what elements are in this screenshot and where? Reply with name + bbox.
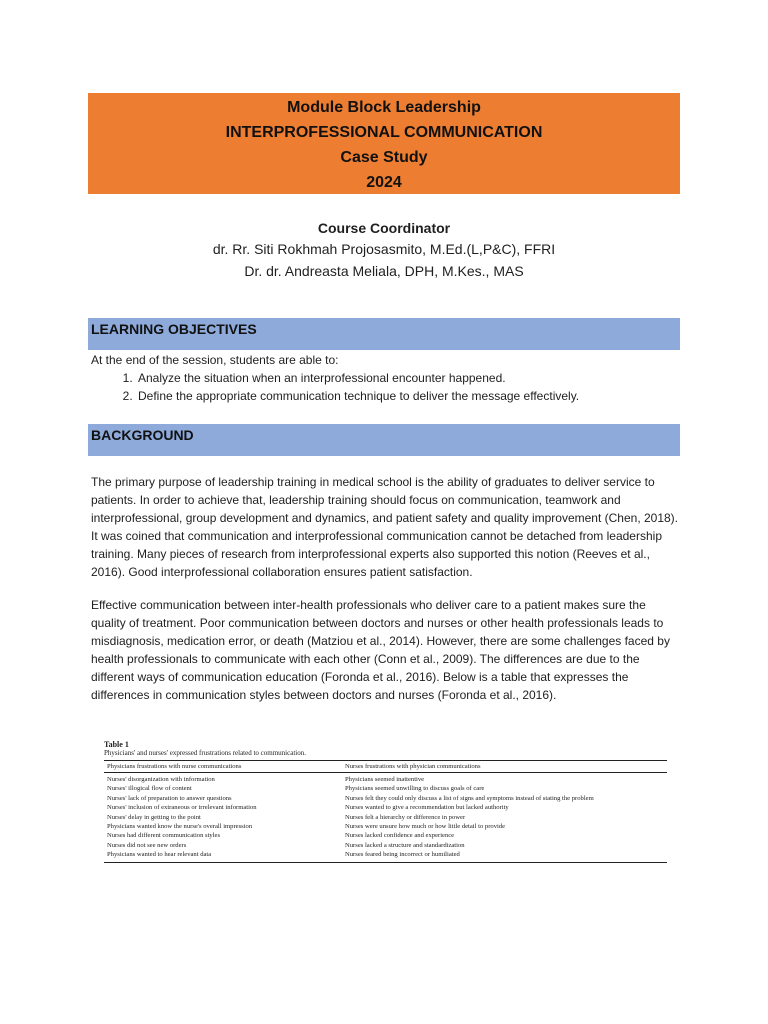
- table-label: Table 1: [104, 740, 129, 749]
- table-cell: Nurses did not see new orders: [107, 841, 187, 849]
- table-cell: Physicians wanted to hear relevant data: [104, 850, 342, 862]
- table-cell: Nurses had different communication styles: [107, 832, 221, 840]
- objective-item: 1. Analyze the situation when an interprofessional encounter happened.: [136, 369, 696, 387]
- frustrations-table: [104, 760, 667, 863]
- table-cell: Nurses' delay in getting to the point: [107, 813, 201, 821]
- table-cell: Nurses' lack of preparation to answer questions: [107, 794, 232, 802]
- objectives-list: [91, 369, 696, 405]
- objective-item: 2. Define the appropriate communication technique to deliver the message effectively.: [136, 387, 696, 405]
- table-row: [104, 813, 667, 822]
- table-cell: Nurses' disorganization with information: [107, 776, 215, 783]
- background-heading: BACKGROUND: [88, 424, 680, 456]
- table-row: [104, 822, 667, 831]
- table-cell: Physicians seemed unwilling to discuss goals of care: [345, 785, 485, 793]
- table-row: [104, 841, 667, 850]
- table-row: [104, 784, 667, 793]
- table-header-physicians: Physicians frustrations with nurse communications: [104, 761, 342, 773]
- background-paragraph: Effective communication between inter-health professionals who deliver care to a patient makes sure the quality of treatment. Poor communication between doctors and nurses or other health professionals leads to misdiagnosis, medication error, or death (Matziou et al., 2014). However, there are some challenges faced by health professionals to communicate with each other (Conn et al., 2009). The differences are due to the different ways of communication education (Foronda et al., 2016). Below is a table that expresses the differences in communication styles between doctors and nurses (Foronda et al., 2016).: [91, 598, 670, 702]
- table-cell: Nurses lacked a structure and standardization: [345, 841, 465, 849]
- table-cell: Physicians wanted know the nurse's overall impression: [107, 823, 253, 831]
- table-cell: Physicians seemed inattentive: [345, 776, 425, 783]
- coordinator-name: Dr. dr. Andreasta Meliala, DPH, M.Kes., MAS: [244, 263, 524, 279]
- table-cell: Nurses felt they could only discuss a list of signs and symptoms instead of stating the problem: [345, 794, 594, 802]
- table-cell: Nurses felt a hierarchy or difference in power: [345, 813, 466, 821]
- module-title-line-2: INTERPROFESSIONAL COMMUNICATION: [225, 124, 543, 141]
- course-coordinator-block: [88, 218, 680, 282]
- table-caption: Physicians' and nurses' expressed frustrations related to communication.: [104, 749, 306, 757]
- table-row: [104, 773, 667, 785]
- learning-objectives-heading: LEARNING OBJECTIVES: [88, 318, 680, 350]
- table-cell: Nurses feared being incorrect or humiliated: [342, 850, 667, 862]
- coordinator-name: dr. Rr. Siti Rokhmah Projosasmito, M.Ed.(L,P&C), FFRI: [212, 241, 556, 257]
- table-row: [104, 794, 667, 803]
- table-cell: Nurses lacked confidence and experience: [345, 832, 455, 840]
- table-header-row: [104, 761, 667, 773]
- module-title-box: [88, 93, 680, 194]
- objectives-intro: At the end of the session, students are able to:: [91, 353, 339, 367]
- table-row: [104, 831, 667, 840]
- module-title-line-1: Module Block Leadership: [287, 99, 481, 116]
- course-coordinator-heading: Course Coordinator: [317, 220, 451, 236]
- table-cell: Nurses wanted to give a recommendation but lacked authority: [345, 804, 509, 812]
- table-row: [104, 803, 667, 812]
- table-cell: Nurses' inclusion of extraneous or irrelevant information: [107, 804, 257, 812]
- background-paragraph: The primary purpose of leadership training in medical school is the ability of graduates to deliver service to patients. In order to achieve that, leadership training should focus on communication, teamwork and interprofessional, group development and dynamics, and patient safety and quality improvement (Chen, 2018). It was coined that communication and interprofessional communication cannot be detached from leadership training. Many pieces of research from interprofessional experts also supported this notion (Reeves et al., 2016). Good interprofessional collaboration ensures patient satisfaction.: [91, 475, 679, 579]
- table-cell: Nurses' illogical flow of content: [107, 785, 192, 793]
- table-cell: Nurses were unsure how much or how little detail to provide: [345, 823, 506, 831]
- communication-frustrations-table: [104, 740, 667, 863]
- module-title-line-4: 2024: [366, 174, 402, 191]
- table-header-nurses: Nurses frustrations with physician communications: [342, 761, 667, 773]
- module-title-line-3: Case Study: [340, 149, 428, 166]
- table-row: [104, 850, 667, 862]
